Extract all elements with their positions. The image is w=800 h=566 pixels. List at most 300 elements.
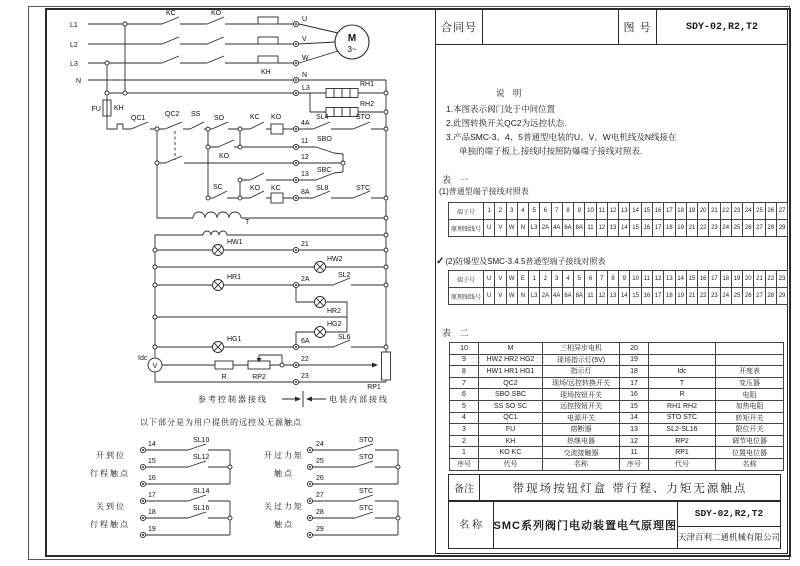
drawing-number: SDY-02,R2,T2 [678,502,780,527]
component-name [716,355,784,367]
terminal-cell: 2 [495,203,506,220]
wire-cell: 27 [754,220,765,237]
component-code: SBO SBC [479,389,543,401]
component-row [450,424,784,436]
transformer-secondary [203,231,227,235]
terminal-cell: V [495,271,506,288]
wire-cell: 25 [732,220,743,237]
label-motor: M [347,33,357,44]
wire-cell: 4A [552,220,563,237]
terminal-cell: 10 [630,271,641,288]
component-seq: 15 [620,401,649,413]
terminal-cell: 8 [608,271,619,288]
component-seq: 7 [450,378,479,390]
terminal-cell: 5 [529,203,540,220]
label-kh-contact: KH [114,105,124,112]
component-row [450,366,784,378]
wire-cell: 23 [709,220,720,237]
component-name [716,343,784,355]
component-name: 交流接触器 [543,447,620,459]
wire-cell: 29 [777,220,788,237]
component-code: M [479,343,543,355]
terminal-cell: 7 [552,203,563,220]
table1-sub1: (1)普通型端子接线对照表 [439,187,529,196]
label-n: N [76,78,82,85]
label-hw1: HW1 [227,239,243,246]
label-terminal-29: 29 [316,526,324,533]
drawing-no-value: SDY-02,R2,T2 [657,10,787,45]
wire-cell: 27 [754,288,765,305]
terminal-cell: 27 [777,203,788,220]
wire-cell: 24 [721,288,732,305]
component-row [450,355,784,367]
wire-cell: L3 [529,288,540,305]
component-code: HW2 HR2 HG2 [479,355,543,367]
wire-cell: W [507,288,518,305]
component-row [450,401,784,413]
terminal-cell: 6 [540,203,551,220]
wire-cell: N [518,288,529,305]
kc-coil-symbol [271,193,283,203]
check-mark: ✓ [436,256,445,267]
terminal-cell: 11 [642,271,653,288]
terminal-cell: E [518,271,529,288]
wire-cell: 26 [743,220,754,237]
label-terminal-8a: 8A [301,189,310,196]
remark-text: 带现场按钮灯盒 带行程、力矩无源触点 [512,482,748,495]
circuit-diagram [48,8,433,552]
component-code: QC1 [479,413,543,425]
label-stc-a: STC [359,488,373,495]
label-sc: SC [213,184,223,191]
label-open-torque-1: 开过力矩 [264,451,304,460]
component-name: 三相异步电机 [543,343,620,355]
remark-label: 备注 [449,475,480,500]
label-terminal-25: 25 [316,458,324,465]
boundary-arrow-left [306,397,312,402]
label-transformer: T [245,219,250,226]
terminal-table-standard [448,202,788,237]
component-code: KO KC [479,447,543,459]
wire-cell: 21 [687,220,698,237]
wire-cell: 29 [777,288,788,305]
label-terminal-26: 26 [316,475,324,482]
component-code: RP2 [649,436,716,448]
component-seq: 9 [450,355,479,367]
label-stc: STC [356,185,370,192]
terminal-cell: 20 [743,271,754,288]
label-ko-contactor: KO [211,10,222,17]
wire-cell: 25 [732,288,743,305]
component-row [450,389,784,401]
component-seq: 序号 [450,459,479,471]
wire-cell: 13 [608,288,619,305]
label-stc-b: STC [359,505,373,512]
terminal-cell: 18 [676,203,687,220]
wire-cell: 8A [574,220,585,237]
label-sl2: SL2 [338,272,351,279]
component-table [449,342,784,471]
terminal-cell: 9 [574,203,585,220]
component-code: RP1 [649,447,716,459]
component-code: SL2-SL16 [649,424,716,436]
wire-cell: 6A [563,288,574,305]
label-hr2: HR2 [327,308,342,315]
label-terminal-11: 11 [301,138,309,145]
label-u: U [302,16,308,23]
terminal-cell: 17 [709,271,720,288]
terminal-cell: 4 [563,271,574,288]
resistor-r-symbol [215,361,233,369]
label-fu: FU [91,106,101,113]
label-sl16: SL16 [193,505,210,512]
terminal-row-label: 端子号 [449,271,484,288]
label-terminal-17: 17 [148,492,156,499]
component-seq: 10 [450,343,479,355]
component-code: KH [479,436,543,448]
component-name: 熔断器 [543,424,620,436]
component-code [649,343,716,355]
terminal-cell: 1 [529,271,540,288]
terminal-cell: 16 [698,271,709,288]
terminal-cell: 19 [687,203,698,220]
terminal-cell: U [484,271,495,288]
table2-caption: 表 二 [442,328,472,338]
label-terminal-28: 28 [316,509,324,516]
terminal-cell: 24 [743,203,754,220]
terminal-cell: 22 [721,203,732,220]
terminal-cell: 9 [619,271,630,288]
terminal-cell: W [507,271,518,288]
label-terminal-14: 14 [148,441,156,448]
label-idc: Idc [138,355,148,362]
label-user-note: 以下部分是为用户提供的远控及无源触点 [140,418,302,427]
wire-cell: 19 [676,220,687,237]
component-code: FU [479,424,543,436]
table1-sub2-text: (2)防爆型及SMC-3.4.5普通型端子接线对照表 [445,257,606,266]
terminal-cell: 14 [630,203,641,220]
terminal-cell: 20 [698,203,709,220]
terminal-cell: 25 [754,203,765,220]
wire-cell: U [484,220,495,237]
component-name: 调节电位器 [716,436,784,448]
label-close-travel-2: 行程触点 [90,520,130,529]
terminal-cell: 21 [709,203,720,220]
terminal-cell: 15 [687,271,698,288]
terminal-cell: 16 [653,203,664,220]
label-rh1: RH1 [360,81,375,88]
label-l1: L1 [70,22,78,29]
terminal-cell: 10 [585,203,596,220]
terminal-cell: 7 [597,271,608,288]
label-ko-hold: KO [219,153,230,160]
rp1-wiper-arrow [372,363,378,368]
label-v: V [302,36,307,43]
label-open-travel-1: 开到位 [96,451,126,460]
label-sl4: SL4 [316,114,329,121]
component-code: 代号 [649,459,716,471]
wire-cell: 24 [721,220,732,237]
label-sbc: SBC [317,167,332,174]
label-l3-wire: L3 [302,85,310,92]
label-hr1: HR1 [227,274,242,281]
terminal-cell: 4 [518,203,529,220]
label-voltmeter: V [152,363,158,370]
terminal-row-label: 端子号 [449,203,484,220]
terminal-cell: 12 [608,203,619,220]
label-ko-nc: KO [250,185,261,192]
wire-cell: 18 [664,220,675,237]
wire-cell: 6A [563,220,574,237]
component-seq: 20 [620,343,649,355]
label-r: R [221,374,227,381]
component-row [450,378,784,390]
component-seq: 6 [450,389,479,401]
wire-cell: 8A [574,288,585,305]
control-circuit [103,100,386,235]
label-sl12: SL12 [193,454,210,461]
component-name: 限位开关 [716,424,784,436]
terminal-cell: 23 [777,271,788,288]
wire-cell: 16 [642,220,653,237]
component-name: 名称 [716,459,784,471]
label-ko-coil: KO [271,114,282,121]
component-name: 现场按钮开关 [543,389,620,401]
wire-cell: 17 [653,220,664,237]
wire-cell: 12 [597,288,608,305]
component-code [649,355,716,367]
wire-cell: 13 [608,220,619,237]
component-seq: 16 [620,389,649,401]
right-panel [435,9,788,554]
component-code: QC2 [479,378,543,390]
terminal-cell: 1 [484,203,495,220]
label-n2: N [302,72,308,79]
label-terminal-12: 12 [301,154,309,161]
label-rp1: RP1 [367,384,381,391]
terminal-cell: 6 [585,271,596,288]
title-block-label: 名 称 [449,502,494,548]
terminal-table-explosion-proof [448,270,788,305]
component-code: RH1 RH2 [649,401,716,413]
wire-cell: 28 [766,288,777,305]
wire-row-label: 原理图线号 [449,220,484,237]
terminal-cell: 2 [540,271,551,288]
label-qc2: QC2 [165,111,180,118]
note-line: 单独的端子板上.接线时按照防爆端子接线对照表. [459,146,643,156]
terminal-cell: 13 [619,203,630,220]
terminal-cell: 3 [552,271,563,288]
wire-cell: 15 [630,220,641,237]
terminal-cell: 5 [574,271,585,288]
notes-title: 说 明 [496,88,525,98]
label-terminal-18: 18 [148,509,156,516]
component-seq: 5 [450,401,479,413]
wire-cell: 22 [698,288,709,305]
wire-cell: 14 [619,220,630,237]
component-seq: 11 [620,447,649,459]
terminal-cell: 8 [563,203,574,220]
wire-cell: 2A [540,220,551,237]
label-hg1: HG1 [227,336,242,343]
component-name: 开度表 [716,366,784,378]
label-rp2: RP2 [252,374,266,381]
component-code: SS SO SC [479,401,543,413]
terminal-cell: 23 [732,203,743,220]
component-name: 热继电器 [543,436,620,448]
component-seq: 19 [620,355,649,367]
label-controller-wiring: 参考控制器接线 [198,395,268,404]
component-name: 电源开关 [543,413,620,425]
component-seq: 8 [450,366,479,378]
component-name: 现场/远控转换开关 [543,378,620,390]
component-name: 转矩开关 [716,413,784,425]
label-terminal-16: 16 [148,475,156,482]
drawing-no-label: 图 号 [619,10,657,45]
company-name: 天津百利二通机械有限公司 [677,532,780,543]
contract-no-label: 合同号 [436,10,483,45]
wire-cell: 26 [743,288,754,305]
component-name: 变压器 [716,378,784,390]
label-kh-heater: KH [261,69,271,76]
label-terminal-6a: 6A [301,338,310,345]
note-line: 2.此图转换开关QC2为远控状态. [446,118,567,128]
potentiometer-rp1-symbol [382,352,391,380]
component-seq: 12 [620,436,649,448]
label-terminal-22: 22 [301,356,309,363]
contract-no-value [483,10,619,45]
note-line: 3.产品SMC-3、4、5普通型电装的U、V、W电机线及N线接在 [446,132,677,142]
component-name: 现场指示灯(5V) [543,355,620,367]
label-sl8: SL8 [316,185,329,192]
component-seq: 13 [620,424,649,436]
label-sl6: SL6 [338,334,351,341]
wire-cell: 11 [585,220,596,237]
terminal-cell: 13 [664,271,675,288]
label-kc-contactor: KC [166,10,176,17]
wire-cell: 17 [653,288,664,305]
component-row [450,343,784,355]
label-rh2: RH2 [360,101,375,108]
terminal-cell: 22 [766,271,777,288]
wire-cell: 2A [540,288,551,305]
ko-coil-symbol [271,124,283,134]
label-terminal-21: 21 [301,241,309,248]
wire-cell: N [518,220,529,237]
terminal-cell: 11 [597,203,608,220]
label-l2: L2 [70,42,78,49]
terminal-cell: 19 [732,271,743,288]
label-sl14: SL14 [193,488,210,495]
label-terminal-2a: 2A [301,276,310,283]
label-hg2: HG2 [327,321,342,328]
label-sto-b: STO [359,454,374,461]
wire-cell: L3 [529,220,540,237]
label-terminal-4a: 4A [301,120,310,127]
label-close-torque-2: 触点 [274,520,294,529]
notes-block [446,86,781,158]
label-qc1: QC1 [131,115,146,122]
component-row [450,459,784,471]
label-kc-nc: KC [250,114,260,121]
component-seq: 1 [450,447,479,459]
label-internal-wiring: 电装内部接线 [329,395,389,404]
label-w: W [302,55,309,62]
table1-caption: 表 一 [442,175,472,185]
label-ss: SS [191,111,201,118]
component-seq: 2 [450,436,479,448]
wire-row-label: 原理图线号 [449,288,484,305]
wire-cell: 28 [766,220,777,237]
label-terminal-24: 24 [316,441,324,448]
label-l3: L3 [70,61,78,68]
component-seq: 18 [620,366,649,378]
label-hw2: HW2 [327,256,343,263]
wire-cell: 12 [597,220,608,237]
component-row [450,447,784,459]
wire-cell: 14 [619,288,630,305]
label-sto: STO [356,114,371,121]
component-code: STO STC [649,413,716,425]
component-seq: 3 [450,424,479,436]
wire-cell: 4A [552,288,563,305]
component-row [450,413,784,425]
component-code: R [649,389,716,401]
terminal-cell: 17 [664,203,675,220]
label-terminal-13: 13 [301,171,309,178]
terminal-cell: 21 [754,271,765,288]
wire-cell: 23 [709,288,720,305]
label-motor-phase: 3~ [347,45,357,54]
wire-cell: 21 [687,288,698,305]
lamp-circuit [148,235,391,407]
label-sto-a: STO [359,437,374,444]
component-code: HW1 HR1 HG1 [479,366,543,378]
title-block [448,501,781,549]
wire-cell: W [507,220,518,237]
component-name: 电阻 [716,389,784,401]
component-seq: 4 [450,413,479,425]
label-terminal-27: 27 [316,492,324,499]
transformer-primary [193,212,241,218]
terminal-cell: 14 [676,271,687,288]
component-name: 名称 [543,459,620,471]
component-row [450,436,784,448]
note-line: 1.本图表示阀门处于中间位置 [446,104,556,114]
component-name: 加热电阻 [716,401,784,413]
component-name: 远控按钮开关 [543,401,620,413]
terminal-cell: 26 [766,203,777,220]
label-open-travel-2: 行程触点 [90,469,130,478]
terminal-cell: 18 [721,271,732,288]
wire-cell: 15 [630,288,641,305]
component-name: 位置电位器 [716,447,784,459]
label-terminal-15: 15 [148,458,156,465]
component-name: 指示灯 [543,366,620,378]
component-code: 代号 [479,459,543,471]
wire-cell: V [495,220,506,237]
label-close-travel-1: 关到位 [96,502,126,511]
wire-cell: 16 [642,288,653,305]
wire-cell: U [484,288,495,305]
component-seq: 17 [620,378,649,390]
wire-cell: V [495,288,506,305]
component-seq: 序号 [620,459,649,471]
wire-cell: 19 [676,288,687,305]
component-code: T [649,378,716,390]
terminal-cell: 15 [642,203,653,220]
label-sbo: SBO [317,136,332,143]
